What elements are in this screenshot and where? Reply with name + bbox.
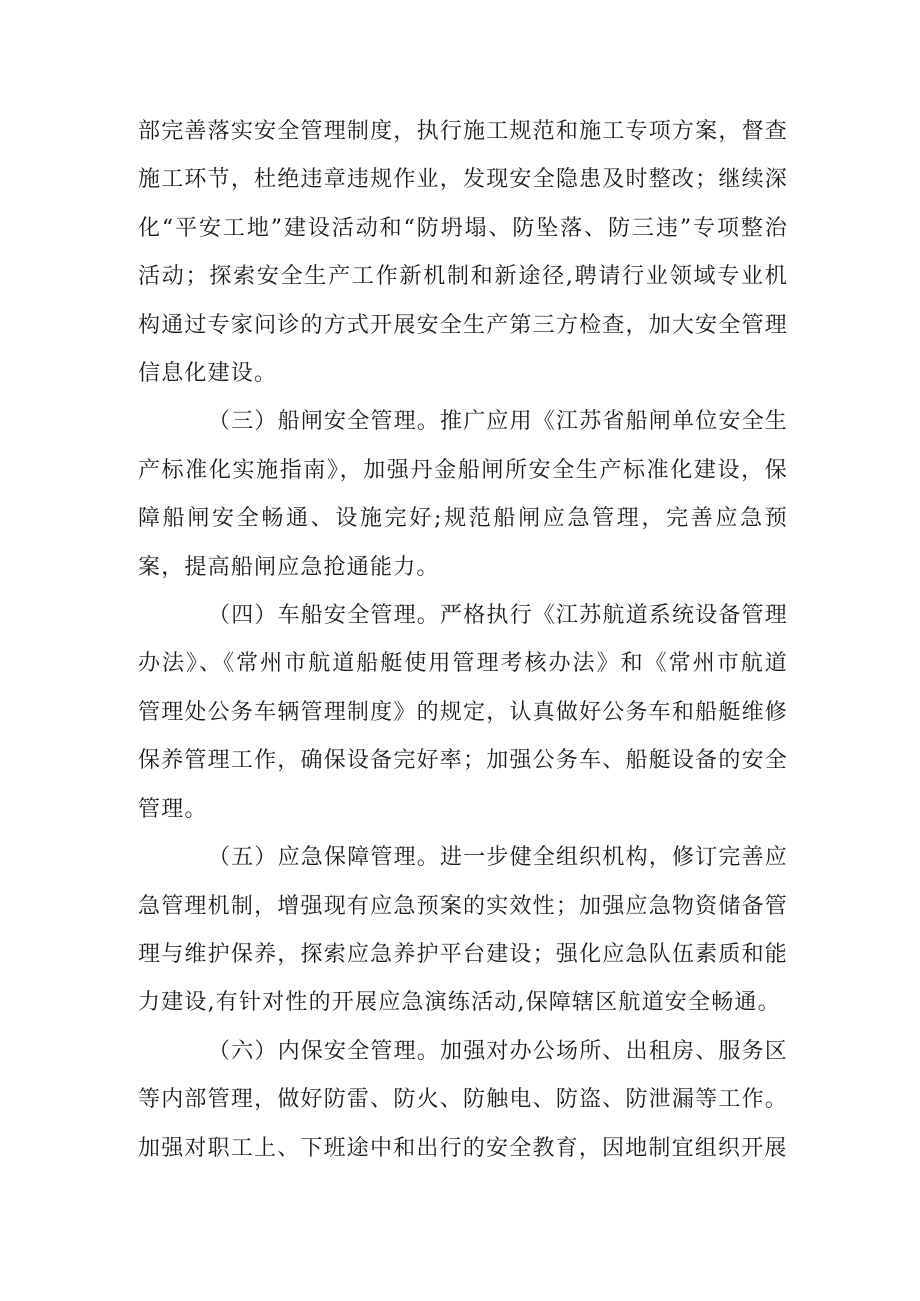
paragraph-vehicle-vessel-safety: （四）车船安全管理。严格执行《江苏航道系统设备管理办法》、《常州市航道船艇使用管理考核办法》和《常州市航道管理处公务车辆管理制度》的规定，认真做好公务车和船艇维修保养管理工作，确保设备完好率；加强公务车、船艇设备的安全管理。 bbox=[138, 603, 789, 822]
paragraph-emergency-support: （五）应急保障管理。进一步健全组织机构，修订完善应急管理机制，增强现有应急预案的实效性；加强应急物资储备管理与维护保养，探索应急养护平台建设；强化应急队伍素质和能力建设,有针对性的开展应急演练活动,保障辖区航道安全畅通。 bbox=[138, 845, 789, 1016]
document-body bbox=[138, 108, 788, 1173]
paragraph-continuation: 部完善落实安全管理制度，执行施工规范和施工专项方案，督查施工环节，杜绝违章违规作业，发现安全隐患及时整改；继续深化“平安工地”建设活动和“防坍塌、防坠落、防三违”专项整治活动；探索安全生产工作新机制和新途径,聘请行业领域专业机构通过专家问诊的方式开展安全生产第三方检查，加大安全管理信息化建设。 bbox=[138, 119, 788, 387]
paragraph-ship-lock-safety: （三）船闸安全管理。推广应用《江苏省船闸单位安全生产标准化实施指南》，加强丹金船闸所安全生产标准化建设，保障船闸安全畅通、设施完好;规范船闸应急管理，完善应急预案，提高船闸应急抢通能力。 bbox=[138, 409, 789, 580]
paragraph-internal-security: （六）内保安全管理。加强对办公场所、出租房、服务区等内部管理，做好防雷、防火、防触电、防盗、防泄漏等工作。加强对职工上、下班途中和出行的安全教育，因地制宜组织开展 bbox=[138, 1038, 789, 1161]
